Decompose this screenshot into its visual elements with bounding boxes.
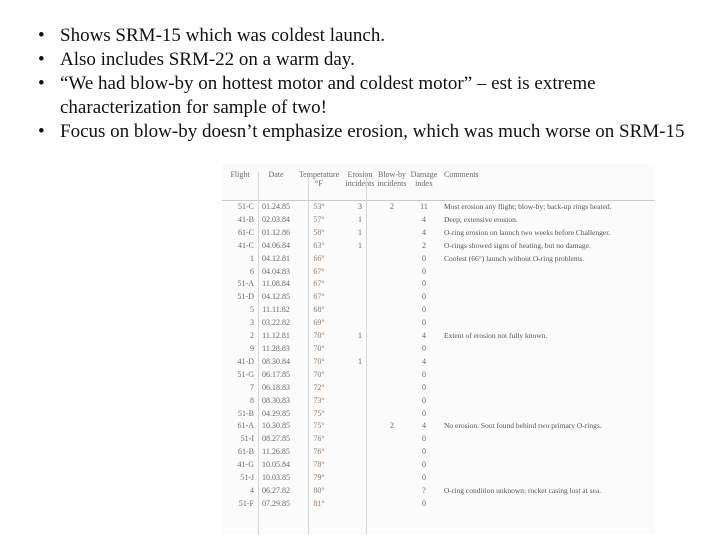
cell-blowby-incidents <box>376 485 408 498</box>
table-row <box>222 356 655 369</box>
cell-damage-index: 4 <box>422 227 426 237</box>
table-row <box>222 317 655 330</box>
column-rule <box>258 172 259 534</box>
table-header-row <box>222 164 655 201</box>
cell-erosion-incidents <box>344 485 376 498</box>
cell-date: 08.30.83 <box>262 395 290 405</box>
cell-temperature: 79° <box>313 473 325 483</box>
cell-blowby-incidents <box>376 459 408 472</box>
cell-temperature: 75° <box>313 408 325 418</box>
cell-flight: 4 <box>250 485 254 495</box>
cell-date: 02.03.84 <box>262 214 290 224</box>
cell-erosion-incidents <box>344 433 376 446</box>
cell-erosion-incidents: 1 <box>358 214 362 224</box>
cell-flight: 51-I <box>240 434 254 444</box>
cell-flight: 51-A <box>237 279 254 289</box>
cell-erosion-incidents: 1 <box>358 240 362 250</box>
cell-blowby-incidents <box>376 317 408 330</box>
bullet-item: • Shows SRM-15 which was coldest launch. <box>38 24 698 48</box>
cell-date: 03.22.82 <box>262 318 290 328</box>
cell-blowby-incidents <box>376 343 408 356</box>
table-row <box>222 201 655 214</box>
cell-date: 06.18.83 <box>262 382 290 392</box>
cell-temperature: 53° <box>313 202 325 211</box>
cell-blowby-incidents <box>376 356 408 369</box>
cell-blowby-incidents <box>376 227 408 240</box>
cell-erosion-incidents <box>344 382 376 395</box>
cell-blowby-incidents <box>376 330 408 343</box>
cell-flight: 61-C <box>238 227 254 237</box>
cell-date: 11.11.82 <box>262 305 290 315</box>
cell-damage-index: 0 <box>422 447 426 457</box>
table-row <box>222 369 655 382</box>
cell-damage-index: 0 <box>422 382 426 392</box>
table-row <box>222 408 655 421</box>
cell-blowby-incidents <box>376 408 408 421</box>
cell-comments <box>440 343 655 356</box>
table-row <box>222 227 655 240</box>
cell-erosion-incidents <box>344 498 376 511</box>
cell-damage-index: ? <box>422 485 426 495</box>
cell-erosion-incidents <box>344 278 376 291</box>
table-row <box>222 382 655 395</box>
table-row <box>222 278 655 291</box>
cell-blowby-incidents <box>376 304 408 317</box>
table-row <box>222 485 655 498</box>
cell-erosion-incidents <box>344 472 376 485</box>
cell-blowby-incidents <box>376 472 408 485</box>
cell-comments <box>440 446 655 459</box>
column-rule <box>366 172 367 534</box>
cell-temperature: 70° <box>313 356 325 366</box>
cell-erosion-incidents <box>344 369 376 382</box>
cell-comments <box>440 498 655 511</box>
cell-date: 11.12.81 <box>262 331 290 341</box>
cell-flight: 51-J <box>240 473 254 483</box>
cell-damage-index: 0 <box>422 305 426 315</box>
cell-blowby-incidents: 2 <box>390 202 394 211</box>
cell-date: 10.03.85 <box>262 473 290 483</box>
cell-date: 07.29.85 <box>262 498 290 508</box>
cell-blowby-incidents <box>376 395 408 408</box>
cell-damage-index: 11 <box>420 202 428 211</box>
bullet-item: • Also includes SRM-22 on a warm day. <box>38 48 698 72</box>
cell-flight: 51-B <box>238 408 254 418</box>
cell-blowby-incidents <box>376 240 408 253</box>
cell-damage-index: 4 <box>422 331 426 341</box>
cell-date: 04.04.83 <box>262 266 290 276</box>
cell-temperature: 67° <box>313 266 325 276</box>
cell-date: 11.08.84 <box>262 279 290 289</box>
cell-erosion-incidents <box>344 291 376 304</box>
cell-date: 08.30.84 <box>262 356 290 366</box>
cell-date: 06.17.85 <box>262 369 290 379</box>
cell-date: 10.30.85 <box>262 421 290 431</box>
cell-temperature: 72° <box>313 382 325 392</box>
table-row <box>222 498 655 511</box>
cell-blowby-incidents <box>376 253 408 266</box>
cell-date: 11.28.83 <box>262 343 290 353</box>
column-header-damage: Damage index <box>408 164 440 201</box>
bullet-list <box>38 24 698 144</box>
cell-comments <box>440 382 655 395</box>
cell-erosion-incidents: 1 <box>358 356 362 366</box>
cell-blowby-incidents <box>376 433 408 446</box>
table-row <box>222 304 655 317</box>
column-header-flight: Flight <box>222 164 258 201</box>
cell-temperature: 76° <box>313 447 325 457</box>
cell-erosion-incidents: 3 <box>358 202 362 211</box>
cell-temperature: 70° <box>313 331 325 341</box>
cell-erosion-incidents: 1 <box>358 331 362 341</box>
cell-flight: 61-B <box>238 447 254 457</box>
table-row <box>222 240 655 253</box>
column-rule <box>308 172 309 534</box>
cell-damage-index: 0 <box>422 369 426 379</box>
cell-comments: Deep, extensive erosion. <box>444 214 518 224</box>
cell-comments: No erosion. Soot found behind two primary O-rings. <box>444 421 602 431</box>
cell-blowby-incidents <box>376 446 408 459</box>
cell-date: 04.12.81 <box>262 253 290 263</box>
bullet-item: • Focus on blow-by doesn’t emphasize erosion, which was much worse on SRM-15 <box>38 120 698 144</box>
cell-comments <box>440 369 655 382</box>
cell-comments <box>440 356 655 369</box>
cell-flight: 9 <box>250 343 254 353</box>
cell-date: 01.24.85 <box>262 202 290 211</box>
cell-temperature: 75° <box>313 421 325 431</box>
cell-temperature: 76° <box>313 434 325 444</box>
table-row <box>222 446 655 459</box>
cell-comments <box>440 459 655 472</box>
cell-comments: Most erosion any flight; blow-by; back-up rings heated. <box>444 202 612 211</box>
cell-temperature: 57° <box>313 214 325 224</box>
cell-blowby-incidents <box>376 291 408 304</box>
cell-temperature: 67° <box>313 292 325 302</box>
cell-erosion-incidents <box>344 343 376 356</box>
cell-comments: O-rings showed signs of heating, but no damage. <box>444 240 591 250</box>
cell-damage-index: 0 <box>422 253 426 263</box>
table-row <box>222 395 655 408</box>
cell-date: 06.27.82 <box>262 485 290 495</box>
cell-flight: 2 <box>250 331 254 341</box>
scanned-data-table <box>222 164 655 534</box>
cell-erosion-incidents <box>344 459 376 472</box>
cell-temperature: 70° <box>313 369 325 379</box>
table-body <box>222 201 655 511</box>
column-header-comments: Comments <box>440 164 655 201</box>
cell-temperature: 69° <box>313 318 325 328</box>
cell-damage-index: 0 <box>422 408 426 418</box>
cell-damage-index: 0 <box>422 266 426 276</box>
table-row <box>222 459 655 472</box>
cell-comments <box>440 304 655 317</box>
cell-flight: 41-D <box>237 356 254 366</box>
cell-blowby-incidents <box>376 278 408 291</box>
cell-damage-index: 0 <box>422 279 426 289</box>
table-row <box>222 420 655 433</box>
cell-flight: 3 <box>250 318 254 328</box>
column-header-blowby: Blow-by incidents <box>376 164 408 201</box>
cell-blowby-incidents <box>376 214 408 227</box>
cell-comments <box>440 317 655 330</box>
cell-date: 04.12.85 <box>262 292 290 302</box>
cell-date: 11.26.85 <box>262 447 290 457</box>
cell-blowby-incidents <box>376 266 408 279</box>
cell-damage-index: 4 <box>422 356 426 366</box>
cell-comments <box>440 433 655 446</box>
cell-damage-index: 0 <box>422 434 426 444</box>
table-row <box>222 266 655 279</box>
cell-flight: 41-B <box>238 214 254 224</box>
table-row <box>222 433 655 446</box>
launch-data-table <box>222 164 655 511</box>
cell-flight: 7 <box>250 382 254 392</box>
cell-erosion-incidents <box>344 304 376 317</box>
cell-comments: Coolest (66°) launch without O-ring problems. <box>444 253 585 263</box>
cell-temperature: 81° <box>313 498 325 508</box>
cell-flight: 51-D <box>237 292 254 302</box>
cell-date: 10.05.84 <box>262 460 290 470</box>
cell-damage-index: 4 <box>422 214 426 224</box>
cell-flight: 61-A <box>237 421 254 431</box>
cell-damage-index: 0 <box>422 292 426 302</box>
cell-comments <box>440 291 655 304</box>
cell-flight: 41-G <box>237 460 254 470</box>
cell-comments: Extent of erosion not fully known. <box>444 331 548 341</box>
cell-temperature: 66° <box>313 253 325 263</box>
cell-flight: 5 <box>250 305 254 315</box>
table-row <box>222 291 655 304</box>
cell-comments: O-ring erosion on launch two weeks before Challenger. <box>444 227 611 237</box>
cell-date: 04.06.84 <box>262 240 290 250</box>
cell-comments <box>440 408 655 421</box>
cell-damage-index: 0 <box>422 343 426 353</box>
cell-comments <box>440 278 655 291</box>
cell-flight: 51-F <box>238 498 254 508</box>
cell-erosion-incidents <box>344 446 376 459</box>
cell-comments <box>440 472 655 485</box>
cell-blowby-incidents <box>376 382 408 395</box>
cell-erosion-incidents <box>344 395 376 408</box>
cell-damage-index: 0 <box>422 318 426 328</box>
cell-erosion-incidents <box>344 408 376 421</box>
table-row <box>222 343 655 356</box>
table-row <box>222 330 655 343</box>
table-row <box>222 253 655 266</box>
cell-damage-index: 0 <box>422 395 426 405</box>
cell-date: 04.29.85 <box>262 408 290 418</box>
cell-erosion-incidents <box>344 253 376 266</box>
cell-erosion-incidents <box>344 317 376 330</box>
cell-damage-index: 0 <box>422 460 426 470</box>
bullet-item: • “We had blow-by on hottest motor and coldest motor” – est is extreme characterization for sample of two! <box>38 72 698 120</box>
cell-flight: 51-C <box>238 202 254 211</box>
cell-flight: 41-C <box>238 240 254 250</box>
cell-comments: O-ring condition unknown; rocket casing lost at sea. <box>444 485 602 495</box>
cell-blowby-incidents <box>376 498 408 511</box>
cell-temperature: 67° <box>313 279 325 289</box>
cell-date: 01.12.86 <box>262 227 290 237</box>
cell-temperature: 78° <box>313 460 325 470</box>
cell-damage-index: 2 <box>422 240 426 250</box>
cell-erosion-incidents: 1 <box>358 227 362 237</box>
cell-erosion-incidents <box>344 420 376 433</box>
cell-blowby-incidents <box>376 369 408 382</box>
cell-damage-index: 4 <box>422 421 426 431</box>
column-header-temperature: Temperature °F <box>294 164 344 201</box>
table-row <box>222 472 655 485</box>
cell-comments <box>440 266 655 279</box>
cell-flight: 6 <box>250 266 254 276</box>
cell-temperature: 68° <box>313 305 325 315</box>
cell-temperature: 63° <box>313 240 325 250</box>
cell-damage-index: 0 <box>422 498 426 508</box>
cell-erosion-incidents <box>344 266 376 279</box>
cell-flight: 8 <box>250 395 254 405</box>
cell-damage-index: 0 <box>422 473 426 483</box>
cell-temperature: 80° <box>313 485 325 495</box>
cell-blowby-incidents: 2 <box>390 421 394 431</box>
column-header-erosion: Erosion incidents <box>344 164 376 201</box>
cell-temperature: 73° <box>313 395 325 405</box>
cell-comments <box>440 395 655 408</box>
cell-flight: 1 <box>250 253 254 263</box>
cell-temperature: 70° <box>313 343 325 353</box>
column-header-date: Date <box>258 164 294 201</box>
cell-temperature: 58° <box>313 227 325 237</box>
cell-date: 08.27.85 <box>262 434 290 444</box>
cell-flight: 51-G <box>237 369 254 379</box>
table-row <box>222 214 655 227</box>
